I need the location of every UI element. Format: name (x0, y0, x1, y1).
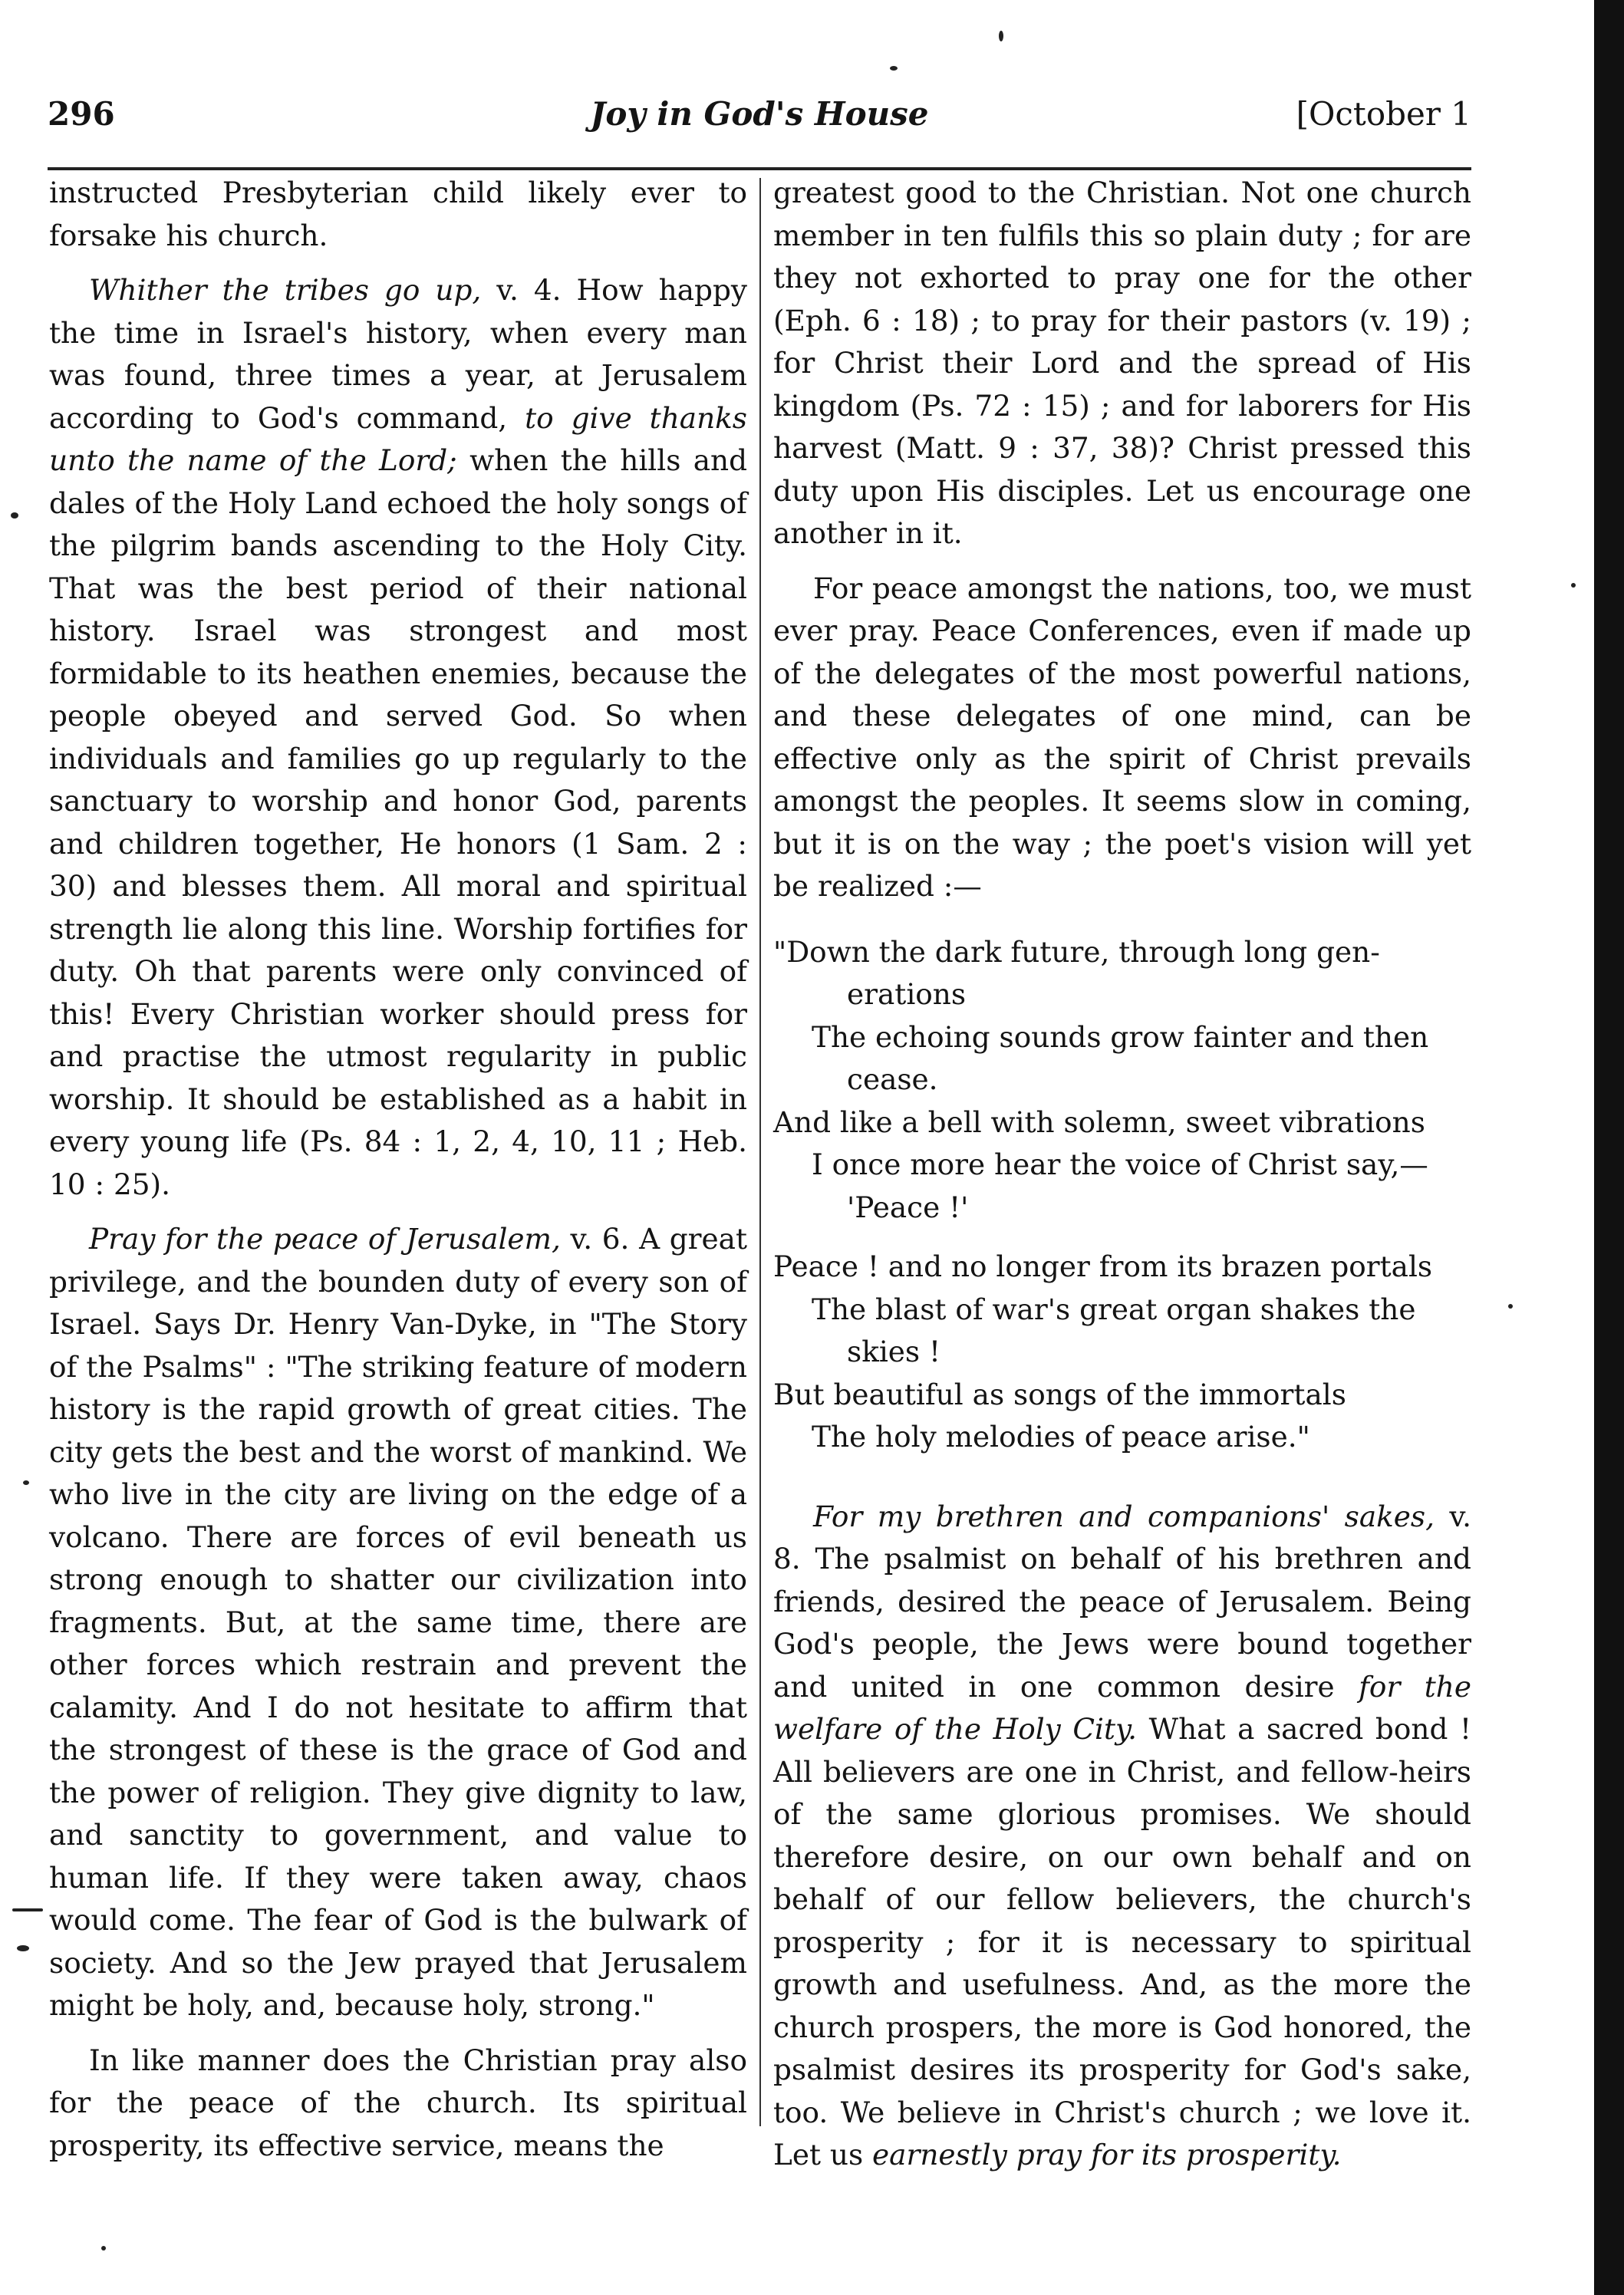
poem-line: The holy melodies of peace arise." (812, 1420, 1310, 1454)
issue-date: [October 1 (1296, 95, 1471, 133)
poem-line: The echoing sounds grow fainter and then (812, 1019, 1429, 1054)
column-divider (759, 178, 761, 2126)
scan-speck (12, 1908, 43, 1911)
poem-line: erations (847, 977, 967, 1011)
poem-quote (773, 931, 1471, 1459)
scan-speck (23, 1480, 29, 1485)
scan-speck (890, 66, 898, 71)
poem-line: cease. (847, 1062, 938, 1096)
scan-edge-bar (1594, 0, 1624, 2295)
scan-speck (17, 1945, 29, 1951)
scripture-quote: to give thanks unto the name of the Lord; (49, 400, 747, 477)
scan-speck (1508, 1304, 1513, 1309)
poem-line: But beautiful as songs of the immortals (773, 1377, 1346, 1411)
scan-speck (101, 2246, 106, 2251)
poem-line: skies ! (847, 1335, 941, 1368)
emphasis-text: earnestly pray for its prosperity. (872, 2138, 1342, 2172)
running-title: Joy in God's House (590, 95, 929, 133)
poem-line: Peace ! and no longer from its brazen portals (773, 1250, 1433, 1283)
paragraph: greatest good to the Christian. Not one church member in ten fulfils this so plain duty ; for are they not exhorted to pray one for the other (Eph. 6 : 18) ; to pray for their pastors (v. 19) ; for Christ their Lord and the spread of His kingdom (Ps. 72 : 15) ; and for laborers for His harvest (Matt. 9 : 37, 38)? Christ pressed this duty upon His disciples. Let us encourage one another in it. (773, 176, 1471, 550)
page-number: 296 (48, 95, 115, 133)
scripture-quote: for the welfare of the Holy City. (773, 1669, 1471, 1746)
paragraph: Pray for the peace of Jerusalem, v. 6. A great privilege, and the bounden duty of every son of Israel. Says Dr. Henry Van-Dyke, in "The Story of the Psalms" : "The striking feature of modern history is the rapid growth of great cities. The city gets the best and the worst of mankind. We who live in the city are living on the edge of a volcano. There are forces of evil beneath us strong enough to shatter our civilization into fragments. But, at the same time, there are other forces which restrain and prevent the calamity. And I do not hesitate to affirm that the strongest of these is the grace of God and the power of religion. They give dignity to law, and sanctity to government, and value to human life. If they were taken away, chaos would come. The fear of God is the bulwark of society. And so the Jew prayed that Jerusalem might be holy, and, because holy, strong." (49, 1222, 747, 2022)
poem-stanza (773, 1246, 1471, 1459)
scripture-ref: Pray for the peace of Jerusalem, (89, 1222, 561, 1256)
left-column (49, 172, 747, 2167)
paragraph: For my brethren and companions' sakes, v. 8. The psalmist on behalf of his brethren and friends, desired the peace of Jerusalem. Being God's people, the Jews were bound together and united in one common desire for the welfare of the Holy City. What a sacred bond ! All believers are one in Christ, and fellow-heirs of the same glorious promises. We should therefore desire, on our own behalf and on behalf of our fellow believers, the church's prosperity ; for it is necessary to spiritual growth and usefulness. And, as the more the church prospers, the more is God honored, the psalmist desires its prosperity for God's sake, too. We believe in Christ's church ; we love it. Let us earnestly pray for its prosperity. (773, 1499, 1472, 2172)
paragraph: For peace amongst the nations, too, we must ever pray. Peace Conferences, even if made up of the delegates of the most powerful nations, and these delegates of one mind, can be effective only as the spirit of Christ prevails amongst the peoples. It seems slow in coming, but it is on the way ; the poet's vision will yet be realized :— (773, 571, 1471, 903)
scan-speck (1571, 583, 1576, 588)
right-column (773, 172, 1471, 2177)
page-header (48, 91, 1471, 144)
header-rule (48, 167, 1471, 170)
scripture-ref: Whither the tribes go up, (89, 273, 482, 307)
poem-line: The blast of war's great organ shakes the (812, 1292, 1416, 1326)
poem-line: I once more hear the voice of Christ say,— (812, 1148, 1428, 1181)
poem-line: 'Peace !' (847, 1190, 969, 1224)
paragraph: Whither the tribes go up, v. 4. How happy the time in Israel's history, when every man was found, three times a year, at Jerusalem according to God's command, to give thanks unto the name of the Lord; when the hills and dales of the Holy Land echoed the holy songs of the pilgrim bands ascending to the Holy City. That was the best period of their national history. Israel was strongest and most formidable to its heathen enemies, because the people obeyed and served God. So when individuals and families go up regularly to the sanctuary to worship and honor God, parents and children together, He honors (1 Sam. 2 : 30) and blesses them. All moral and spiritual strength lie along this line. Worship fortifies for duty. Oh that parents were only convinced of this! Every Christian worker should press for and practise the utmost regularity in public worship. It should be established as a habit in every young life (Ps. 84 : 1, 2, 4, 10, 11 ; Heb. 10 : 25). (49, 273, 747, 1201)
scripture-ref: For my brethren and companions' sakes, (813, 1499, 1435, 1533)
poem-stanza (773, 931, 1471, 1230)
paragraph: instructed Presbyterian child likely ever to forsake his church. (49, 176, 747, 252)
paragraph: In like manner does the Christian pray also for the peace of the church. Its spiritual prosperity, its effective service, means the (49, 2043, 747, 2162)
scan-speck (999, 31, 1003, 41)
scan-speck (11, 512, 18, 519)
poem-line: And like a bell with solemn, sweet vibrations (773, 1105, 1425, 1139)
poem-line: "Down the dark future, through long gen- (773, 934, 1380, 969)
